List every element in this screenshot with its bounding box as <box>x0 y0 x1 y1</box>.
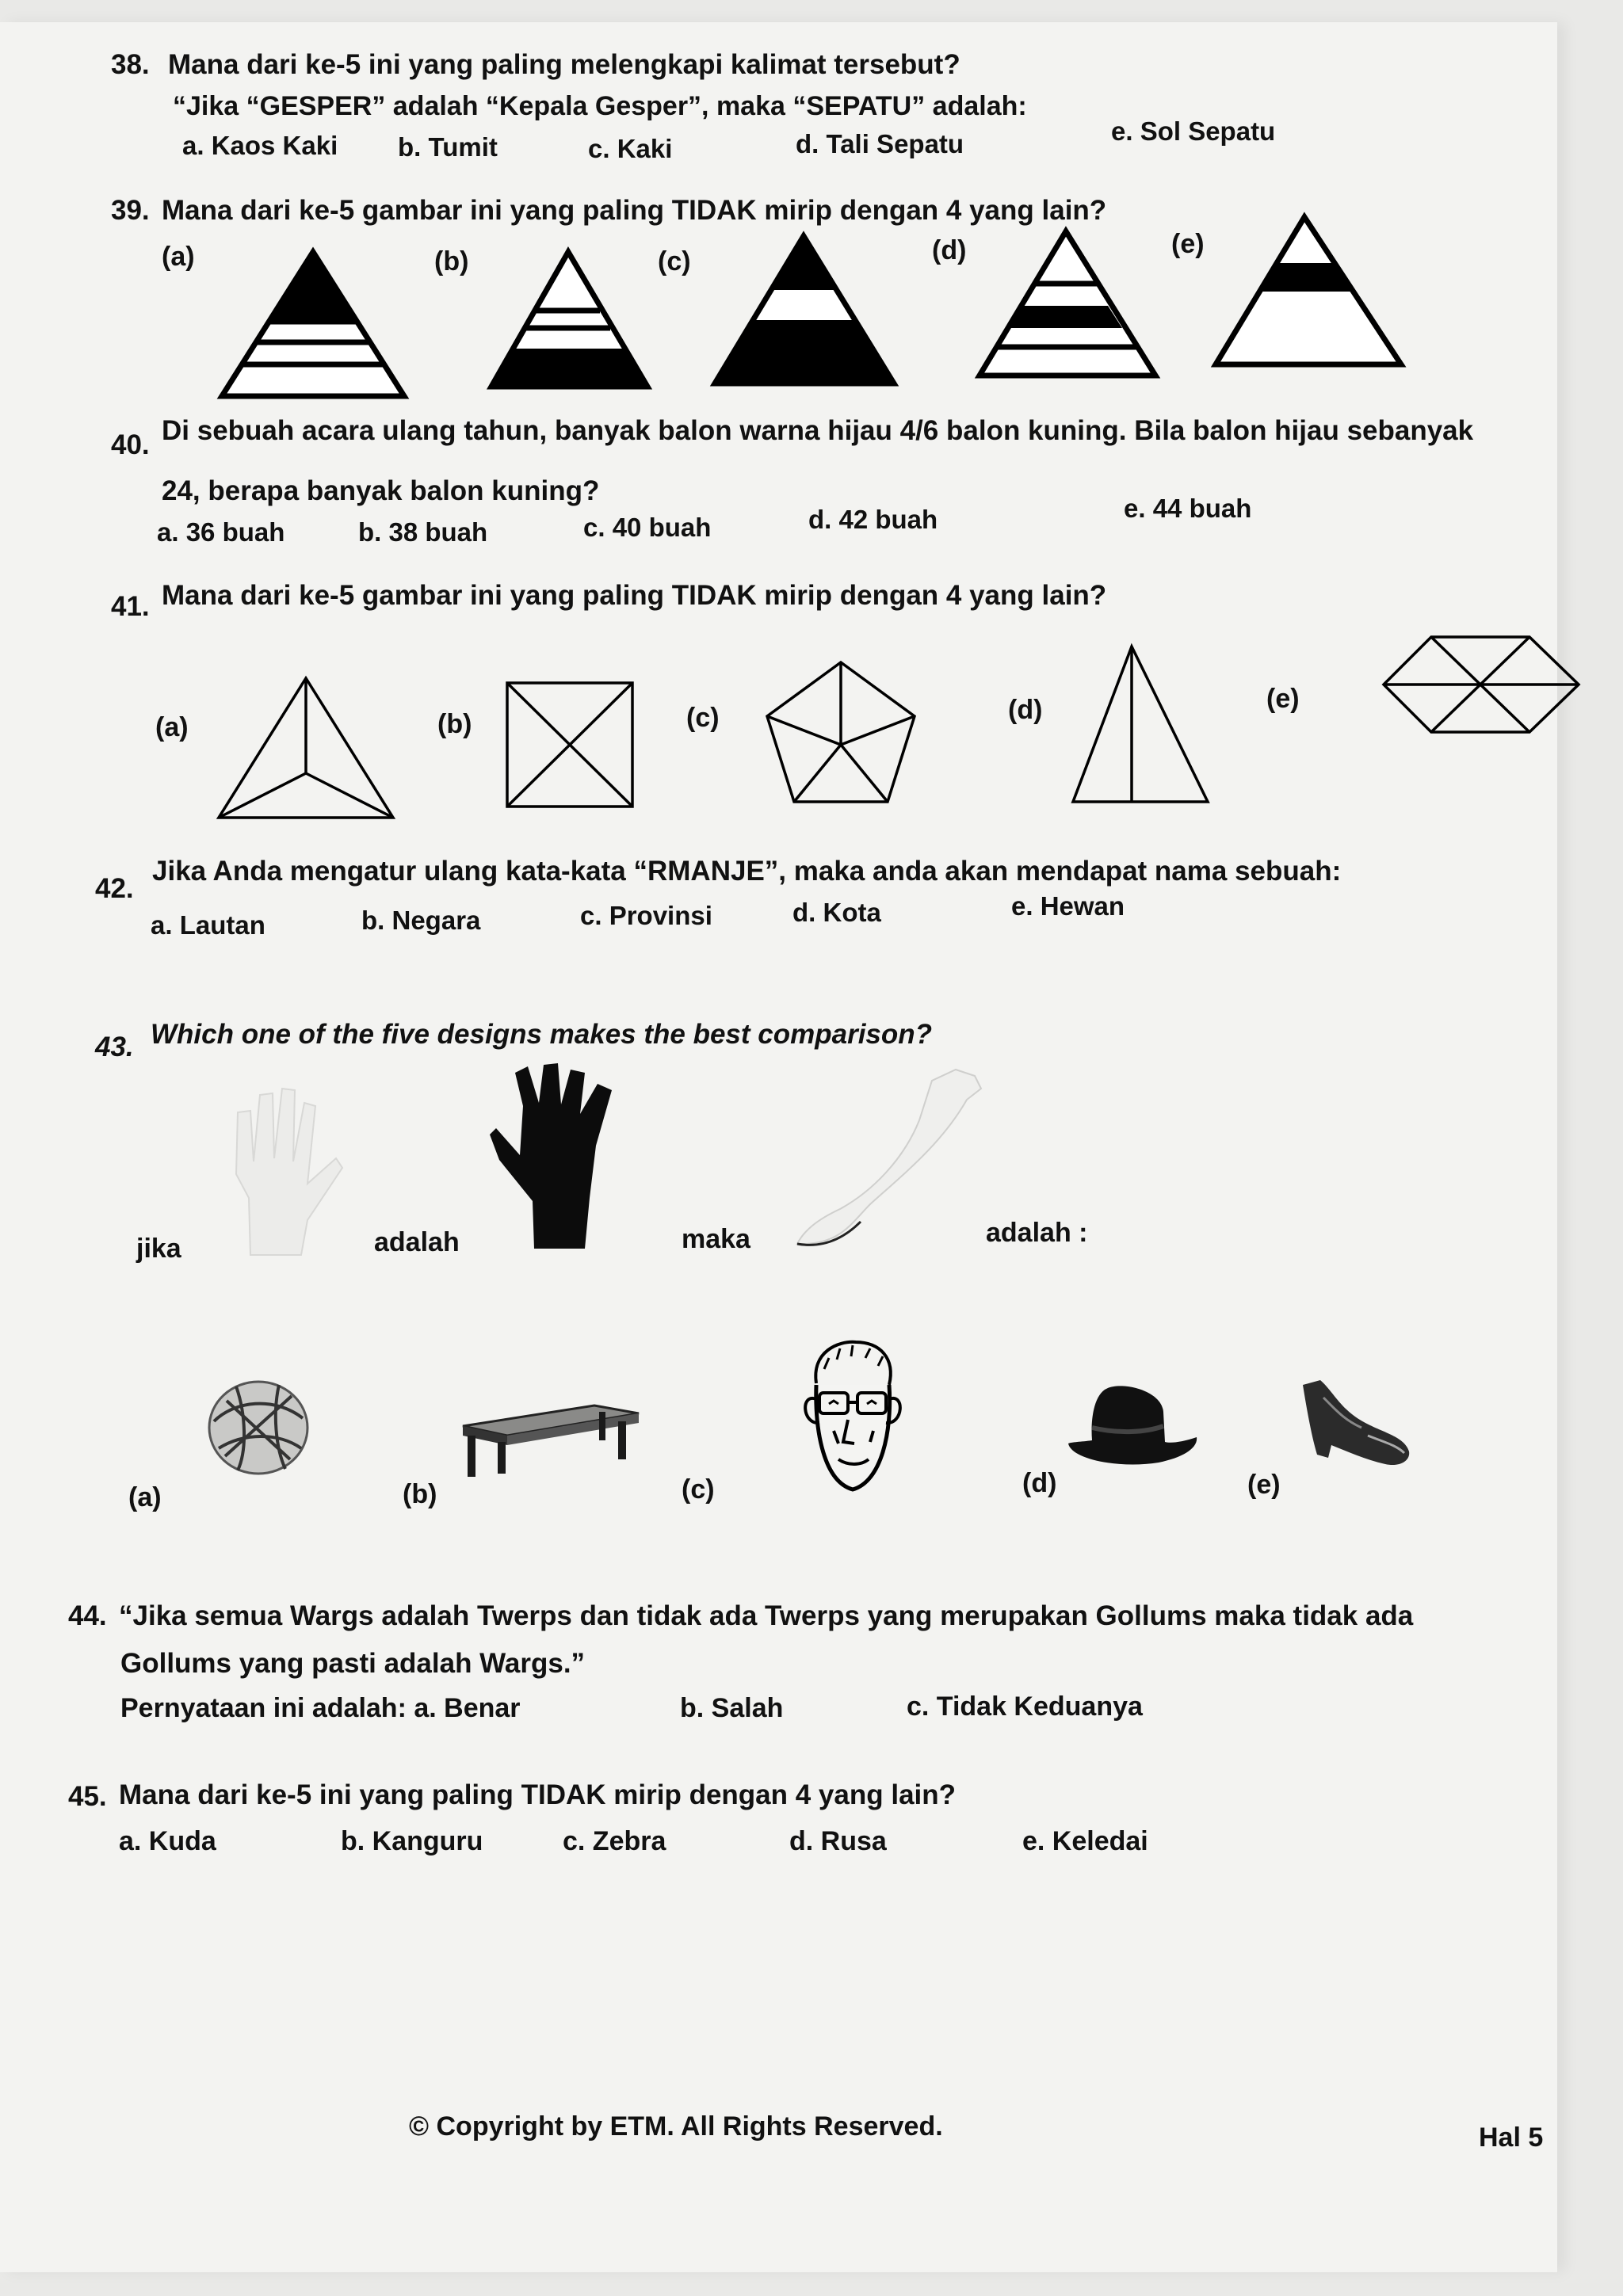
q38-option-a[interactable]: a. Kaos Kaki <box>182 131 338 160</box>
q39-triangle-c[interactable] <box>710 231 900 390</box>
footer-page-number: Hal 5 <box>1479 2122 1544 2153</box>
q44-question-line2: Gollums yang pasti adalah Wargs.” <box>120 1648 586 1679</box>
q43-option-c-face-image[interactable] <box>792 1337 911 1496</box>
q45-option-c[interactable]: c. Zebra <box>563 1826 666 1856</box>
q39-label-d: (d) <box>932 235 967 265</box>
q43-label-b: (b) <box>403 1479 437 1509</box>
q45-number: 45. <box>68 1781 107 1812</box>
q41-label-a: (a) <box>155 712 189 742</box>
q39-triangle-a[interactable] <box>214 246 412 404</box>
q43-word-jika: jika <box>136 1234 181 1264</box>
q40-question-line1: Di sebuah acara ulang tahun, banyak balon warna hijau 4/6 balon kuning. Bila balon hijau sebanyak <box>162 415 1474 446</box>
q42-option-b[interactable]: b. Negara <box>361 906 481 935</box>
q39-number: 39. <box>111 195 150 226</box>
q44-number: 44. <box>68 1600 107 1631</box>
q41-number: 41. <box>111 591 150 622</box>
q39-question: Mana dari ke-5 gambar ini yang paling TIDAK mirip dengan 4 yang lain? <box>162 195 1107 226</box>
q41-label-c: (c) <box>686 703 720 733</box>
q41-figure-e-hexagon[interactable] <box>1381 634 1583 735</box>
q45-option-e[interactable]: e. Keledai <box>1022 1826 1148 1856</box>
q43-option-e-shoe-image[interactable] <box>1296 1375 1415 1475</box>
q40-option-a[interactable]: a. 36 buah <box>157 517 285 547</box>
q42-option-d[interactable]: d. Kota <box>792 898 881 927</box>
q40-option-d[interactable]: d. 42 buah <box>808 505 938 534</box>
q41-figure-d-triangle[interactable] <box>1070 643 1212 807</box>
footer-copyright: © Copyright by ETM. All Rights Reserved. <box>409 2111 943 2142</box>
q41-figure-b-square[interactable] <box>504 680 636 810</box>
q43-label-d: (d) <box>1022 1468 1057 1498</box>
q41-figure-a-triangle[interactable] <box>216 675 398 822</box>
q40-option-c[interactable]: c. 40 buah <box>583 513 712 542</box>
q43-option-b-bench-image[interactable] <box>460 1396 642 1478</box>
q39-triangle-d[interactable] <box>975 227 1165 385</box>
q42-option-c[interactable]: c. Provinsi <box>580 901 712 930</box>
q43-option-d-hat-image[interactable] <box>1064 1380 1203 1474</box>
q39-label-a: (a) <box>162 242 195 272</box>
q39-triangle-b[interactable] <box>485 246 659 392</box>
q38-question: Mana dari ke-5 ini yang paling melengkapi kalimat tersebut? <box>168 49 960 80</box>
q38-number: 38. <box>111 49 150 80</box>
q42-question: Jika Anda mengatur ulang kata-kata “RMANJE”, maka anda akan mendapat nama sebuah: <box>152 856 1342 887</box>
q39-label-e: (e) <box>1171 229 1205 259</box>
q38-option-c[interactable]: c. Kaki <box>588 134 673 163</box>
q45-option-a[interactable]: a. Kuda <box>119 1826 216 1856</box>
q42-option-e[interactable]: e. Hewan <box>1011 891 1125 921</box>
q38-option-d[interactable]: d. Tali Sepatu <box>796 129 964 158</box>
q40-option-e[interactable]: e. 44 buah <box>1124 494 1252 523</box>
q44-prompt-option-a[interactable]: Pernyataan ini adalah: a. Benar <box>120 1693 521 1723</box>
q44-option-c[interactable]: c. Tidak Keduanya <box>907 1691 1143 1722</box>
q44-question-line1: “Jika semua Wargs adalah Twerps dan tidak ada Twerps yang merupakan Gollums maka tidak ada <box>119 1600 1414 1631</box>
q40-number: 40. <box>111 429 150 460</box>
q39-label-c: (c) <box>658 246 691 277</box>
q45-option-d[interactable]: d. Rusa <box>789 1826 887 1856</box>
q45-question: Mana dari ke-5 ini yang paling TIDAK mirip dengan 4 yang lain? <box>119 1779 957 1810</box>
q43-foot-image <box>792 1065 991 1252</box>
q42-option-a[interactable]: a. Lautan <box>151 910 265 940</box>
q43-label-a: (a) <box>128 1482 162 1512</box>
q40-question-line2: 24, berapa banyak balon kuning? <box>162 475 600 506</box>
q38-option-e[interactable]: e. Sol Sepatu <box>1111 116 1276 146</box>
q45-option-b[interactable]: b. Kanguru <box>341 1826 483 1856</box>
q43-label-e: (e) <box>1247 1470 1281 1500</box>
q41-label-e: (e) <box>1266 684 1300 714</box>
q43-label-c: (c) <box>682 1474 715 1505</box>
q43-option-a-yarn-ball-image[interactable] <box>203 1377 314 1478</box>
q43-word-maka: maka <box>682 1224 750 1254</box>
q44-option-b[interactable]: b. Salah <box>680 1693 784 1723</box>
q41-question: Mana dari ke-5 gambar ini yang paling TIDAK mirip dengan 4 yang lain? <box>162 580 1107 611</box>
q43-glove-image <box>485 1058 628 1253</box>
q38-statement: “Jika “GESPER” adalah “Kepala Gesper”, maka “SEPATU” adalah: <box>173 91 1027 121</box>
q43-question: Which one of the five designs makes the best comparison? <box>151 1019 933 1050</box>
q43-word-adalah-2: adalah : <box>986 1218 1088 1248</box>
q42-number: 42. <box>95 873 134 904</box>
q43-word-adalah-1: adalah <box>374 1227 460 1257</box>
q41-figure-c-pentagon[interactable] <box>764 659 918 805</box>
q39-label-b: (b) <box>434 246 469 277</box>
q43-hand-image <box>219 1079 346 1263</box>
q41-label-b: (b) <box>437 709 472 739</box>
q40-option-b[interactable]: b. 38 buah <box>358 517 488 547</box>
q43-number: 43. <box>95 1032 134 1062</box>
q38-option-b[interactable]: b. Tumit <box>398 132 498 162</box>
q39-triangle-e[interactable] <box>1211 212 1409 371</box>
q41-label-d: (d) <box>1008 695 1043 725</box>
